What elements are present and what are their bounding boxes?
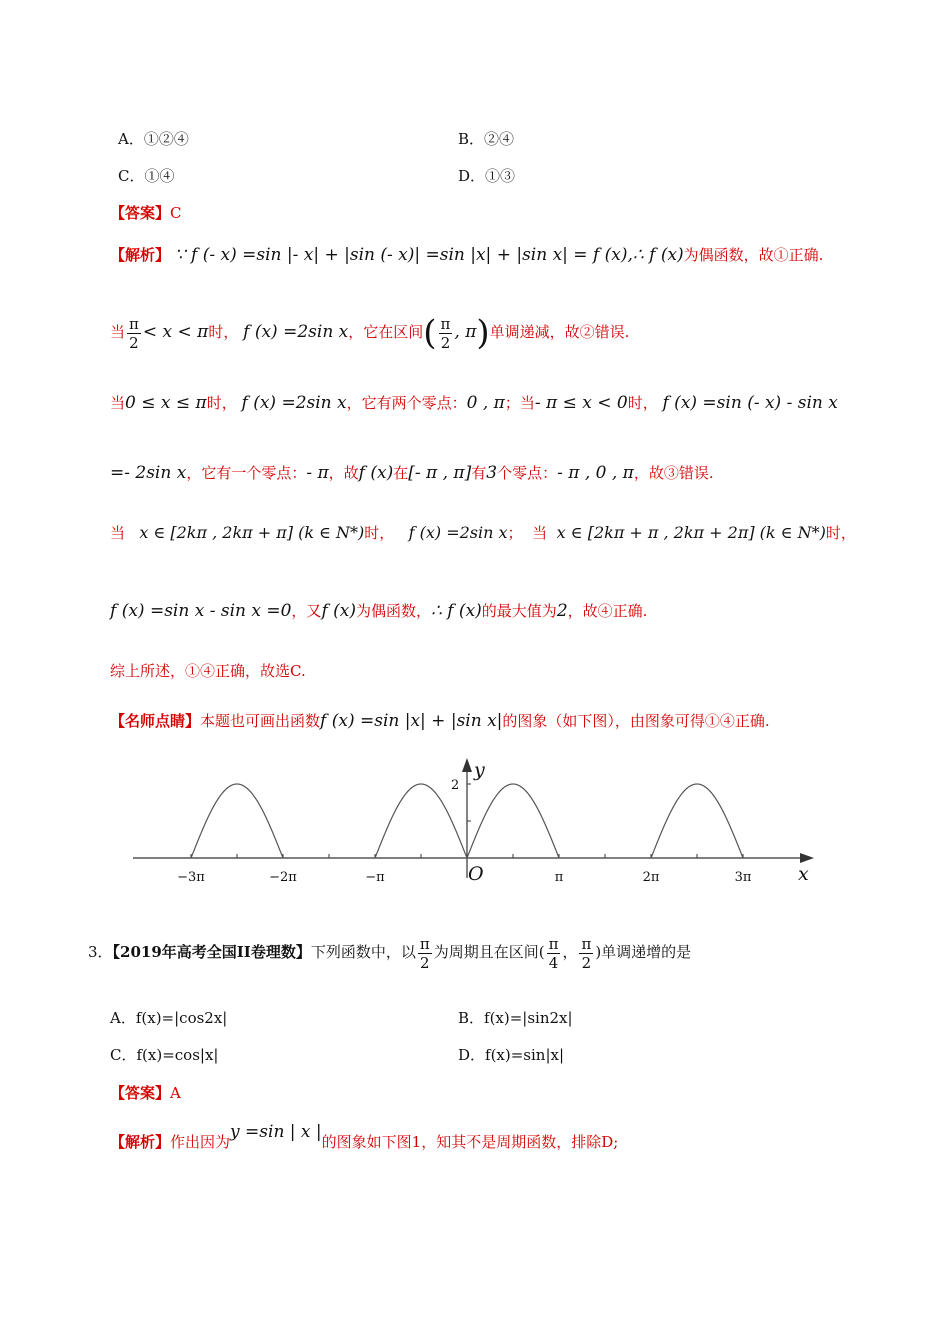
math-expression: f (x) =sin |x| + |sin x| — [320, 711, 503, 731]
math-expression: 0 ≤ x ≤ π — [125, 393, 207, 413]
fraction-denominator: 2 — [581, 953, 592, 972]
math-expression: f (x) =sin x - sin x =0 — [110, 601, 292, 621]
q3-separator: ， — [562, 943, 578, 961]
analysis-text: 时， — [208, 323, 239, 341]
analysis-text: 的图象如下图1，知其不是周期函数，排除D; — [321, 1133, 619, 1151]
analysis-text: ，故 — [328, 464, 359, 482]
analysis-line-2 — [110, 312, 890, 353]
analysis-text: ，它在区间 — [348, 323, 424, 341]
analysis-line-3 — [110, 392, 890, 414]
analysis-text: ；当 — [504, 394, 535, 412]
analysis-line-6 — [110, 600, 890, 622]
analysis-text: 在 — [393, 464, 409, 482]
summary: 综上所述，①④正确，故选C. — [110, 662, 306, 680]
q3-answer-label: 【答案】 — [110, 1084, 171, 1102]
option-a: A．①②④ — [118, 130, 189, 148]
q3-analysis-label: 【解析】 — [110, 1133, 171, 1151]
tip-text: 的图象（如下图），由图象可得①④正确. — [502, 712, 770, 730]
math-expression: y =sin | x | — [230, 1122, 322, 1142]
x-tick-label: −2π — [269, 870, 297, 885]
analysis-text: 为偶函数， — [356, 602, 432, 620]
math-expression: f (x) =2sin x — [243, 322, 349, 342]
answer-value: C — [170, 204, 182, 222]
analysis-text: 当 — [532, 524, 548, 542]
option-b: B．②④ — [458, 130, 515, 148]
analysis-text: ，故③错误. — [633, 464, 714, 482]
math-expression: 0 , π — [466, 393, 505, 413]
math-expression: ∵ f (- x) =sin |- x| + |sin (- x)| =sin |x| + |sin x| = f (x),∴ f (x) — [174, 245, 684, 265]
left-paren: ( — [423, 313, 437, 353]
math-expression: - π — [306, 463, 329, 483]
math-expression: 3 — [486, 463, 498, 483]
math-expression: < x < π — [142, 322, 209, 342]
math-expression: , π — [454, 322, 477, 342]
function-graph — [0, 750, 950, 900]
q3-text: 下列函数中，以 — [310, 943, 416, 961]
analysis-text: 时， — [364, 524, 395, 542]
math-expression: f (x) — [358, 463, 394, 483]
x-tick-label: π — [554, 870, 564, 885]
q3-option-d: D．f(x)=sin|x| — [458, 1046, 565, 1064]
right-paren: ) — [476, 313, 490, 353]
fraction — [547, 935, 561, 972]
y-axis-arrow — [462, 758, 472, 772]
analysis-label: 【解析】 — [110, 246, 171, 264]
analysis-text: 当 — [110, 394, 126, 412]
analysis-text: 的最大值为 — [481, 602, 557, 620]
tip-line — [110, 710, 890, 732]
x-tick-label: 3π — [734, 870, 752, 885]
analysis-text: ，又 — [291, 602, 322, 620]
q3-answer-line — [110, 1082, 890, 1104]
analysis-text: ； — [507, 524, 523, 542]
fraction-denominator: 2 — [440, 333, 451, 352]
fraction — [439, 315, 453, 352]
x-axis-arrow — [800, 853, 814, 863]
y-tick-label: 2 — [451, 778, 460, 793]
x-tick-label: 2π — [642, 870, 660, 885]
math-expression: x ∈ [2kπ , 2kπ + π] (k ∈ N*) — [139, 523, 365, 542]
analysis-text: 时， — [627, 394, 658, 412]
fraction-numerator: π — [581, 934, 592, 953]
math-expression: f (x) — [321, 601, 356, 621]
option-d: D．①③ — [458, 167, 516, 185]
analysis-line-1 — [110, 244, 890, 266]
analysis-text: 单调递减，故②错误. — [489, 323, 630, 341]
q3-number: 3． — [88, 943, 113, 961]
q3-text: )单调递增的是 — [595, 943, 692, 961]
analysis-text: 当 — [110, 323, 126, 341]
analysis-text: 时， — [825, 524, 856, 542]
analysis-text: 为偶函数，故①正确. — [683, 246, 824, 264]
math-expression: =- 2sin x — [110, 463, 187, 483]
math-expression: - π ≤ x < 0 — [534, 393, 628, 413]
fraction-numerator: π — [419, 934, 430, 953]
analysis-text: ，故④正确. — [567, 602, 648, 620]
q3-text: 为周期且在区间( — [433, 943, 545, 961]
x-axis-label: x — [798, 863, 809, 885]
fraction-denominator: 4 — [548, 953, 559, 972]
math-expression: [- π , π] — [408, 463, 472, 483]
analysis-text: 作出因为 — [170, 1133, 231, 1151]
fraction-numerator: π — [548, 934, 559, 953]
q3-source: 【2019年高考全国II卷理数】 — [112, 943, 311, 961]
analysis-text: 当 — [110, 524, 126, 542]
analysis-text: 时， — [206, 394, 237, 412]
q3-analysis-line — [110, 1124, 890, 1160]
answer-label: 【答案】 — [110, 204, 171, 222]
q3-option-b: B．f(x)=|sin2x| — [458, 1009, 573, 1027]
fraction — [579, 935, 593, 972]
analysis-line-4 — [110, 462, 890, 484]
analysis-text: 有 — [471, 464, 487, 482]
origin-label: O — [468, 863, 484, 885]
fraction-denominator: 2 — [420, 953, 430, 972]
math-expression: ∴ f (x) — [431, 601, 482, 621]
math-expression: - π , 0 , π — [557, 463, 634, 483]
math-expression: 2 — [556, 601, 568, 621]
option-c: C．①④ — [118, 167, 175, 185]
x-tick-label: −3π — [177, 870, 205, 885]
analysis-text: ，它有一个零点： — [186, 464, 307, 482]
q3-answer-value: A — [170, 1084, 181, 1102]
q3-option-c: C．f(x)=cos|x| — [110, 1046, 219, 1064]
fraction — [127, 315, 141, 352]
y-axis-label: y — [474, 759, 485, 781]
q3-option-a: A．f(x)=|cos2x| — [110, 1009, 228, 1027]
x-tick-label: −π — [365, 870, 385, 885]
tip-label: 【名师点睛】 — [110, 712, 201, 730]
answer-line — [110, 202, 890, 224]
math-expression: f (x) =2sin x — [241, 393, 347, 413]
fraction — [418, 935, 432, 972]
analysis-text: 个零点： — [497, 464, 558, 482]
analysis-text: ，它有两个零点： — [346, 394, 467, 412]
fraction-numerator: π — [440, 314, 451, 333]
fraction-numerator: π — [129, 314, 139, 333]
math-expression: x ∈ [2kπ + π , 2kπ + 2π] (k ∈ N*) — [556, 523, 826, 542]
fraction-denominator: 2 — [129, 333, 139, 352]
math-expression: f (x) =sin (- x) - sin x — [662, 393, 838, 413]
math-expression: f (x) =2sin x — [408, 523, 508, 542]
q3-stem — [88, 930, 890, 974]
analysis-line-5 — [110, 522, 890, 544]
tip-text: 本题也可画出函数 — [200, 712, 321, 730]
